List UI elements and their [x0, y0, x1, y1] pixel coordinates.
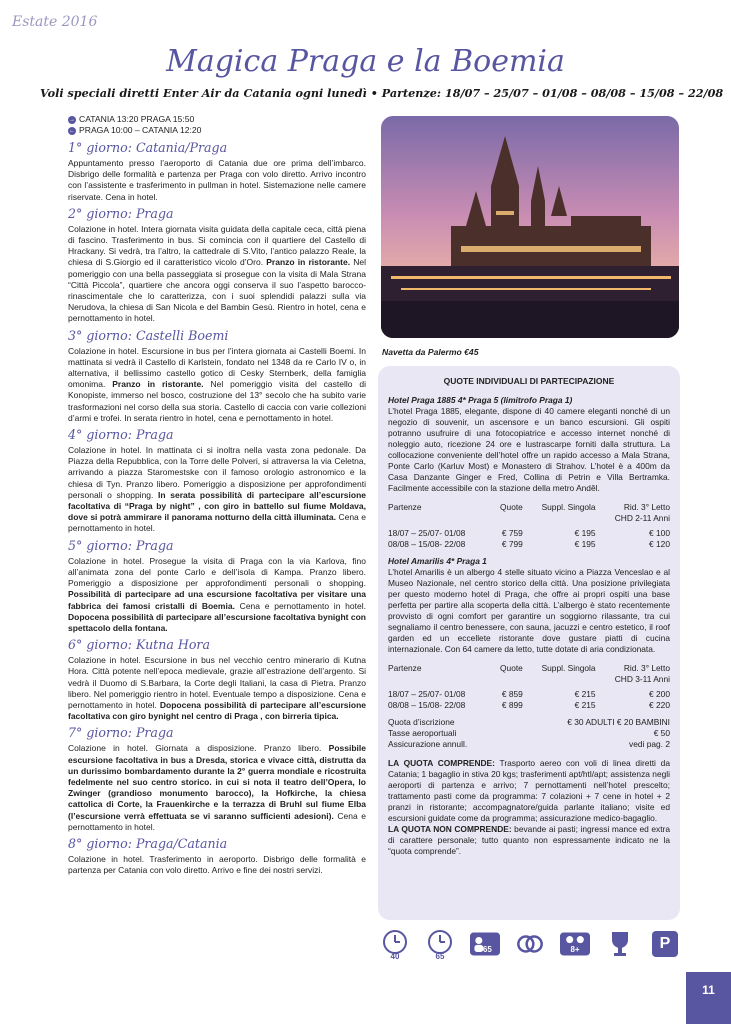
extra-cell: Assicurazione annull.	[388, 739, 468, 749]
extra-cell: vedi pag. 2	[629, 739, 670, 749]
price-cell: € 200	[649, 689, 670, 699]
price-cell: € 195	[574, 539, 596, 549]
icon-label: 8+	[570, 944, 580, 954]
excl-text: bevande ai pasti; ingressi mance ed extra di carattere personale; tutto quanto non espressamente indicato ne la “quota comprende”.	[388, 824, 671, 856]
price-table	[388, 663, 670, 711]
day-title: 1° giorno: Catania/Praga	[68, 140, 228, 155]
incl-label: LA QUOTA COMPRENDE:	[388, 758, 495, 768]
parking-icon	[650, 929, 680, 959]
day-title: 2° giorno: Praga	[68, 205, 174, 221]
price-cell: € 220	[649, 700, 670, 710]
icon-label: P	[659, 935, 671, 952]
day-title: 5° giorno: Praga	[68, 537, 174, 553]
prague-castle-photo	[381, 116, 679, 338]
empty-cell	[523, 513, 596, 524]
price-header-cell: Quote	[500, 663, 523, 673]
day-text: Colazione in hotel. In mattinata ci si inoltra nella vasta zona pedonale. Da Piazza della Repubblica, con la Torre delle Polveri, si attraversa la via Celetna, arrivando a piazza Staromestske con il famoso orologio astronomico e la chiesa di Tyn. Pranzo libero. Pomeriggio a disposizione per approfondimenti personali o shopping. In serata possibilità di partecipare all’escursione facoltativa di “Praga by night” , con giro in battello sul fiume Moldava, dove si potrà ammirare il panorama notturno della città illuminata. Cena e pernottamento in hotel.	[68, 445, 366, 534]
hotels-list	[388, 395, 670, 711]
hotel-name: Hotel Amarilis 4* Praga 1	[388, 556, 487, 566]
price-cell: 18/07 – 25/07- 01/08	[388, 689, 466, 699]
day-text: Colazione in hotel. Escursione in bus per l’intera giornata ai Castelli Boemi. In mattinata si vedrà il Castello di Karlstein, fondato nel 1348 da re Carlo IV o, in alternativa, il bellissimo castello gotico di Cesky Sternberk, della famiglia omonima. Pranzo in ristorante. Nel pomeriggio visita del castello di Konopiste, immerso nel bosco, costruzione del 13° secolo che ha subito varie trasformazioni nel corso della sua storia. Castello di caccia con varie collezioni d’armi e trofei. In serata rientro in hotel, cena e pernottamento in hotel.	[68, 345, 367, 423]
extra-cell: Tasse aeroportuali	[388, 728, 457, 738]
trophy-icon	[605, 929, 635, 959]
price-header-cell: Rid. 3° Letto	[623, 663, 670, 673]
family-8plus-icon	[560, 929, 590, 959]
extra-row	[388, 739, 670, 750]
price-cell: € 859	[501, 689, 523, 699]
page-number: 11	[686, 972, 731, 1024]
price-header-cell: Suppl. Singola	[541, 663, 596, 673]
age-40-icon	[380, 929, 410, 959]
price-row	[388, 689, 670, 700]
price-row	[388, 539, 670, 550]
empty-cell	[523, 674, 596, 685]
excl-label: LA QUOTA NON COMPRENDE:	[388, 824, 512, 834]
price-cell: € 195	[574, 528, 596, 538]
plane-out-icon: →	[69, 116, 75, 123]
hotel-description: L’hotel Praga 1885, elegante, dispone di 40 camere eleganti nonché di un negozio di souvenir, un ascensore e un banco escursioni. Gli ospiti potranno usufruire di una fotocopiatrice e accesso internet nonché di noleggio auto, ricezione 24 ore e lustrascarpe forniti dalla struttura. La collocazione conveniente dell’hotel offre un rapido accesso a Mala Strana, Ponte Carlo (Karluv Most) e Monastero di Strahov. L’hotel è a 400m da Casa Danzante Ginger e Fred, Collina di Petrin e Villa Bertramka. Facilmente accessibile con la stazione della metro Anděl.	[388, 406, 670, 493]
day-text: Colazione in hotel. Escursione in bus nel vecchio centro minerario di Kutna Hora. Città potente nell’epoca medievale, grazie all’estrazione dell’argento. Si vedrà il Duomo di S.Barbara, la Corte degli Italiani, la casa di Pietra. Pranzo libero. Nel pomeriggio rientro in hotel. Eventuale tempo a disposizione. Cena e pernottamento in hotel. Dopocena possibilità di partecipare all’escursione facoltativa con giro bynight nel centro di Praga , con birreria tipica.	[68, 655, 366, 722]
empty-cell	[388, 674, 492, 685]
price-header-row	[388, 502, 670, 513]
price-header-row	[388, 663, 670, 674]
age-65-icon	[425, 929, 455, 959]
day-text: Colazione in hotel. Trasferimento in aeroporto. Disbrigo delle formalità e partenza per Catania con volo diretto. Arrivo e fine dei nostri servizi.	[68, 853, 366, 876]
photo-caption: Navetta da Palermo €45	[382, 347, 479, 357]
icon-label: +65	[478, 944, 492, 954]
price-cell: € 100	[649, 528, 670, 538]
price-header-cell: Suppl. Singola	[541, 502, 596, 512]
extras-table	[388, 717, 670, 750]
hotel-description: L’hotel Amarilis è un albergo 4 stelle situato vicino a Piazza Venceslao e al Museo Nazionale, nel centro storico della città. Una posizione privilegiata per questo moderno hotel di Praga, che offre ai propri ospiti una base perfetta per partire alla scoperta della città. L’albergo è stato recentemente provvisto di ogni comfort per garantire un soggiorno rilassante, tra cui segnaliamo il centro benessere, con sauna, jacuzzi e centro estetico, il roof garden ed un eccellete ristorante dove gustare piatti di cucina internazionale. Con 64 camere da letto, tutte dotate di aria condizionata.	[388, 567, 670, 654]
hotel-name: Hotel Praga 1885 4* Praga 5 (limitrofo Praga 1)	[388, 395, 573, 405]
icon-label: 65	[435, 951, 445, 961]
extra-cell: € 50	[653, 728, 670, 738]
day-text: Colazione in hotel. Prosegue la visita di Praga con la via Karlova, fino all’animata zona del ponte Carlo e dell’isola di Kampa. Pranzo libero. Pomeriggio a disposizione per approfondimenti personali o shopping. Possibilità di partecipare ad una escursione facoltativa per visitare una fabbrica dei famosi cristalli di Boemia. Cena e pernottamento in hotel. Dopocena possibilità di partecipare all’escursione facoltativa bynight con spettacolo della fontana.	[68, 555, 366, 633]
page-title: Magica Praga e la Boemia	[166, 44, 565, 79]
page-subtitle: Voli speciali diretti Enter Air da Catania ogni lunedì • Partenze: 18/07 – 25/07 – 01/08 – 08/08 – 15/08 – 22/08	[40, 86, 724, 100]
icon-label: 40	[390, 951, 400, 961]
price-header-row-2	[388, 513, 670, 524]
wedding-rings-icon	[515, 929, 545, 959]
price-cell: 08/08 – 15/08- 22/08	[388, 700, 466, 710]
price-cell: € 215	[574, 689, 596, 699]
day-text: Colazione in hotel. Giornata a disposizione. Pranzo libero. Possibile escursione facoltativa in bus a Dresda, storica e vivace città, distrutta da un durissimo bombardamento durante la 2° guerra mondiale e ricostruita fedelmente nel suo centro storico. in cui si nota il teatro dell’Opera, lo Zwinger (grandioso monumento barocco), la Hofkirche, la chiesa cattolica di Corte, la Frauenkirche e la terrazza di Bruhl sul fiume Elba (l’escursione verrà effettuata se vi saranno sufficienti adesioni). Cena e pernottamento in hotel.	[68, 743, 366, 832]
empty-cell	[388, 513, 492, 524]
price-cell: € 215	[574, 700, 596, 710]
day-title: 6° giorno: Kutna Hora	[68, 637, 210, 653]
price-cell: € 120	[649, 539, 670, 549]
extra-cell: Quota d’iscrizione	[388, 717, 455, 727]
season-label: Estate 2016	[12, 14, 98, 30]
price-row	[388, 528, 670, 539]
price-cell: € 759	[501, 528, 523, 538]
extra-row	[388, 717, 670, 728]
price-table	[388, 502, 670, 550]
extra-cell: € 30 ADULTI € 20 BAMBINI	[567, 717, 670, 727]
flight-return	[68, 125, 201, 136]
price-row	[388, 700, 670, 711]
price-cell: € 899	[501, 700, 523, 710]
plane-return-icon: ←	[69, 127, 75, 134]
flight-return-text: PRAGA 10:00 – CATANIA 12:20	[79, 125, 202, 135]
price-header-cell: Quote	[500, 502, 523, 512]
day-title: 7° giorno: Praga	[68, 725, 174, 741]
itinerary	[68, 140, 366, 879]
price-header-row-2	[388, 674, 670, 685]
quotes-box	[378, 366, 680, 920]
price-header-cell: Rid. 3° Letto	[623, 502, 670, 512]
flight-outbound-text: CATANIA 13:20 PRAGA 15:50	[79, 114, 195, 124]
flight-times	[68, 114, 201, 136]
price-header-cell: CHD 2-11 Anni	[614, 513, 670, 523]
price-cell: 18/07 – 25/07- 01/08	[388, 528, 466, 538]
empty-cell	[492, 674, 523, 685]
price-cell: € 799	[501, 539, 523, 549]
price-header-cell: Partenze	[388, 663, 422, 673]
empty-cell	[492, 513, 523, 524]
price-header-cell: CHD 3-11 Anni	[614, 674, 670, 684]
day-title: 8° giorno: Praga/Catania	[68, 835, 228, 851]
extra-row	[388, 728, 670, 739]
quotes-heading: QUOTE INDIVIDUALI DI PARTECIPAZIONE	[443, 376, 615, 386]
day-title: 3° giorno: Castelli Boemi	[68, 327, 229, 343]
day-text: Appuntamento presso l’aeroporto di Catania due ore prima dell’imbarco. Disbrigo delle formalità e partenza per Praga con volo diretto. Arrivo incontro con l’assistente e trasferimento in pullman in hotel. Sistemazione nelle camere riservate. Cena in hotel.	[68, 158, 366, 202]
feature-icons	[380, 928, 680, 960]
inclusions	[388, 758, 670, 857]
price-cell: 08/08 – 15/08- 22/08	[388, 539, 466, 549]
flight-outbound	[68, 114, 201, 125]
day-title: 4° giorno: Praga	[68, 427, 174, 443]
price-header-cell: Partenze	[388, 502, 422, 512]
incl-text: Trasporto aereo con voli di linea diretti da Catania; 1 bagaglio in stiva 20 kgs; trasferimenti apt/htl/apt; assistenza negli aeroporti di partenza e arrivo; 7 pernottamenti nell’hotel prescelto; trattamento pasti come da programma: 7 colazioni + 7 cene in hotel + 2 pranzi in ristorante; accompagnatore/guida parlante italiano; visite ed escursioni guidate come da programma; assicurazione medico-bagaglio.	[388, 758, 670, 823]
senior-65-icon	[470, 929, 500, 959]
day-text: Colazione in hotel. Intera giornata visita guidata della capitale ceca, città piena di fascino. Trasferimento in bus. Si comincia con il quartiere del Castello di Hrackany. Si vedrà, tra l’altro, la cattedrale di S.Vito, l’antico palazzo Reale, la chiesa di S.Giorgio ed il caratteristico vicolo d’Oro. Pranzo in ristorante. Nel pomeriggio con una bella passeggiata si prosegue con la visita di Mala Strana “Città Piccola”, quartiere che ancora oggi conserva il suo l’aspetto barocco-rinascimentale che lo caratterizza, con i suoi splendidi palazzi sulla via Nerudova, la chiesa di San Nicola e del Bambin Gesù. Rientro in hotel, cena e pernottamento in hotel.	[68, 223, 366, 324]
